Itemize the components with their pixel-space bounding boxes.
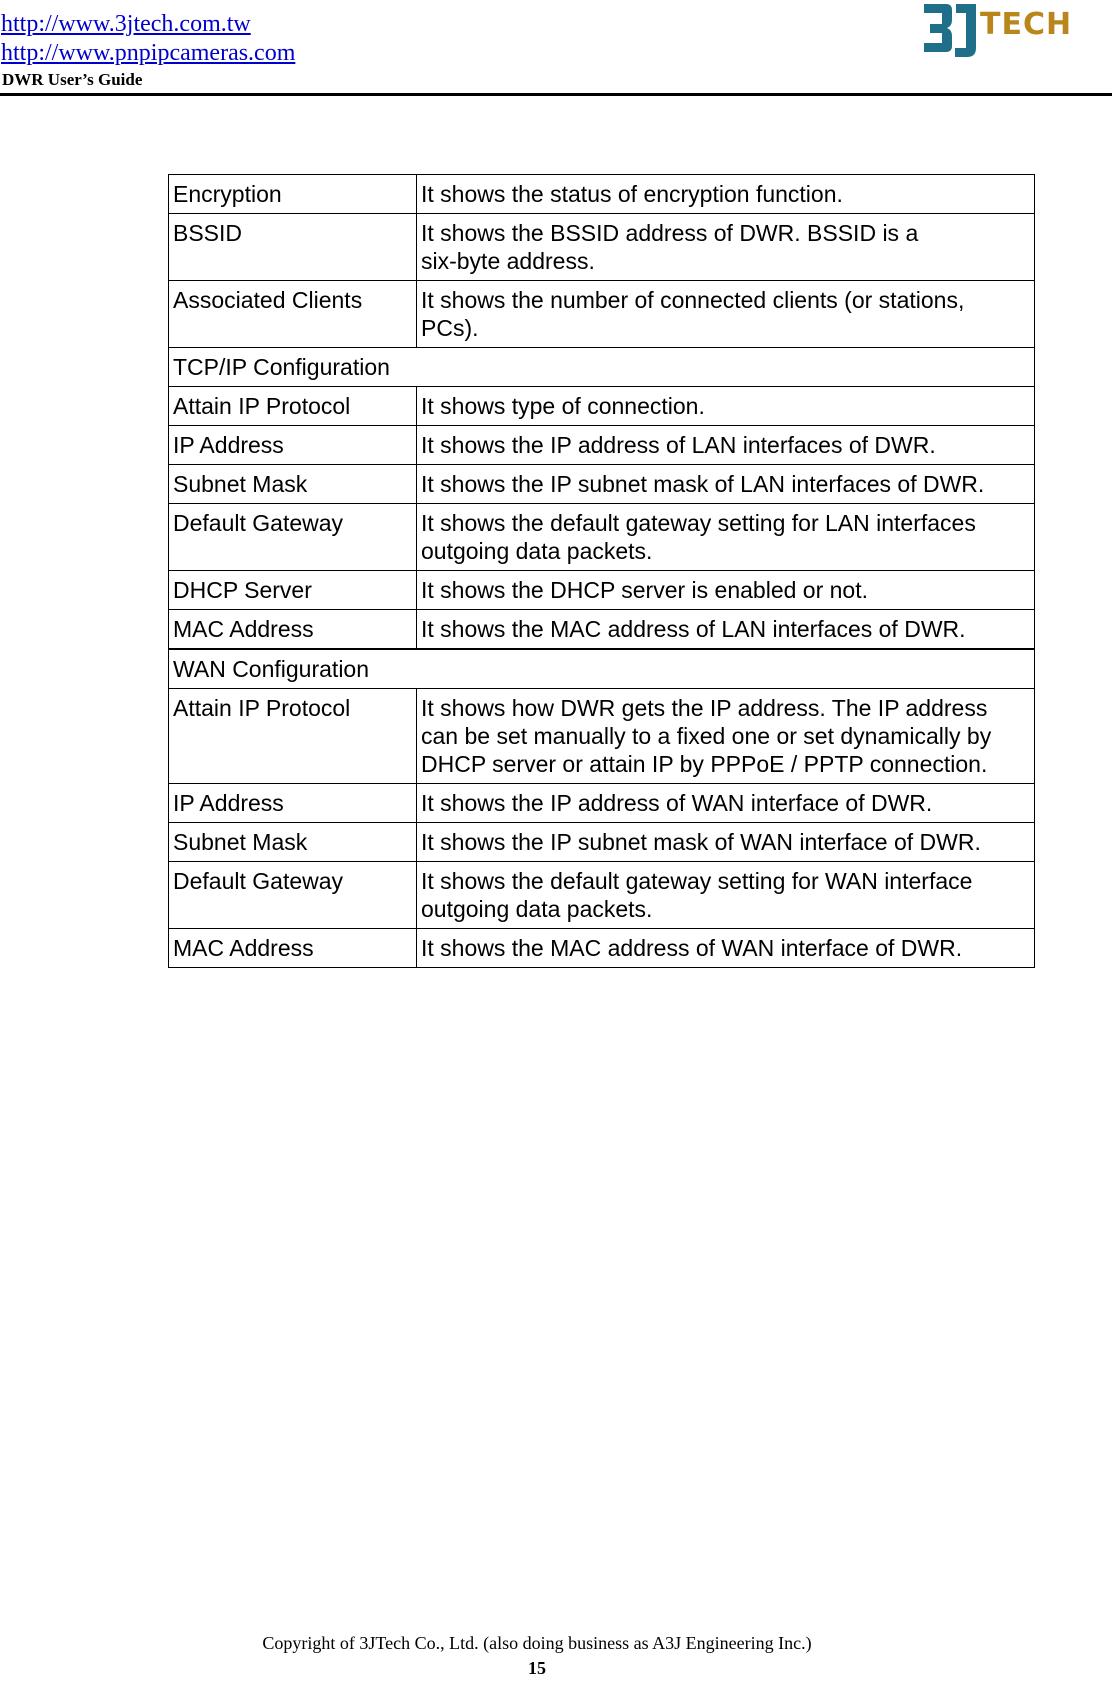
field-name: MAC Address [169, 929, 417, 968]
field-description [417, 929, 1035, 968]
3jtech-logo [922, 0, 1073, 62]
description-line: It shows the number of connected clients (or stations, [421, 287, 965, 313]
table-row [169, 465, 1035, 504]
section-label: WAN Configuration [169, 649, 1035, 689]
logo-tech-text: TECH [980, 7, 1073, 42]
logo-3j-mark [924, 4, 976, 57]
header-rule [0, 93, 1112, 96]
description-line: six-byte address. [421, 248, 595, 274]
page-header [0, 0, 1112, 96]
field-description [417, 689, 1035, 784]
field-name: Attain IP Protocol [169, 689, 417, 784]
description-line: outgoing data packets. [421, 896, 653, 922]
table-row [169, 426, 1035, 465]
description-line: It shows the IP address of LAN interfaces of DWR. [421, 432, 936, 458]
section-label: TCP/IP Configuration [169, 348, 1035, 387]
website-link-3jtech[interactable]: http://www.3jtech.com.tw [1, 11, 251, 37]
page-number: 15 [528, 1658, 546, 1678]
field-name: Subnet Mask [169, 823, 417, 862]
field-name: DHCP Server [169, 571, 417, 610]
table-row [169, 784, 1035, 823]
field-description [417, 610, 1035, 650]
website-link-pnpipcameras[interactable]: http://www.pnpipcameras.com [1, 40, 296, 66]
table-row [169, 175, 1035, 214]
description-line: DHCP server or attain IP by PPPoE / PPTP connection. [421, 751, 988, 777]
field-description [417, 823, 1035, 862]
field-name: Encryption [169, 175, 417, 214]
description-line: It shows type of connection. [421, 393, 705, 419]
field-description [417, 571, 1035, 610]
description-line: It shows the status of encryption function. [421, 181, 843, 207]
description-line: It shows the MAC address of WAN interface of DWR. [421, 935, 963, 961]
field-description [417, 465, 1035, 504]
field-description [417, 862, 1035, 929]
field-description [417, 426, 1035, 465]
table-row [169, 504, 1035, 571]
description-line: outgoing data packets. [421, 538, 653, 564]
section-header-row [169, 649, 1035, 689]
description-line: It shows the IP subnet mask of LAN interfaces of DWR. [421, 471, 985, 497]
table-row [169, 387, 1035, 426]
field-name: Default Gateway [169, 504, 417, 571]
description-line: It shows the IP address of WAN interface of DWR. [421, 790, 933, 816]
field-name: Attain IP Protocol [169, 387, 417, 426]
description-line: It shows the default gateway setting for LAN interfaces [421, 510, 976, 536]
status-description-table [168, 174, 1035, 968]
field-name: Default Gateway [169, 862, 417, 929]
field-description [417, 504, 1035, 571]
description-line: It shows the IP subnet mask of WAN interface of DWR. [421, 829, 981, 855]
table-row [169, 929, 1035, 968]
table-row [169, 281, 1035, 348]
table-row [169, 862, 1035, 929]
field-description [417, 281, 1035, 348]
table-row [169, 689, 1035, 784]
field-name: Subnet Mask [169, 465, 417, 504]
description-line: It shows the BSSID address of DWR. BSSID is a [421, 220, 919, 246]
description-line: PCs). [421, 315, 479, 341]
field-description [417, 175, 1035, 214]
field-description [417, 214, 1035, 281]
field-name: BSSID [169, 214, 417, 281]
table-row [169, 571, 1035, 610]
guide-title: DWR User’s Guide [2, 70, 143, 89]
description-line: It shows how DWR gets the IP address. The IP address [421, 695, 988, 721]
description-line: It shows the MAC address of LAN interfaces of DWR. [421, 616, 966, 642]
field-description [417, 387, 1035, 426]
table-row [169, 823, 1035, 862]
field-name: IP Address [169, 426, 417, 465]
field-name: MAC Address [169, 610, 417, 650]
description-line: It shows the default gateway setting for WAN interface [421, 868, 973, 894]
field-name: IP Address [169, 784, 417, 823]
description-line: It shows the DHCP server is enabled or not. [421, 577, 869, 603]
table-row [169, 214, 1035, 281]
table-row [169, 610, 1035, 650]
description-line: can be set manually to a fixed one or set dynamically by [421, 723, 992, 749]
section-header-row [169, 348, 1035, 387]
field-name: Associated Clients [169, 281, 417, 348]
copyright-notice: Copyright of 3JTech Co., Ltd. (also doing business as A3J Engineering Inc.) [262, 1633, 812, 1653]
field-description [417, 784, 1035, 823]
